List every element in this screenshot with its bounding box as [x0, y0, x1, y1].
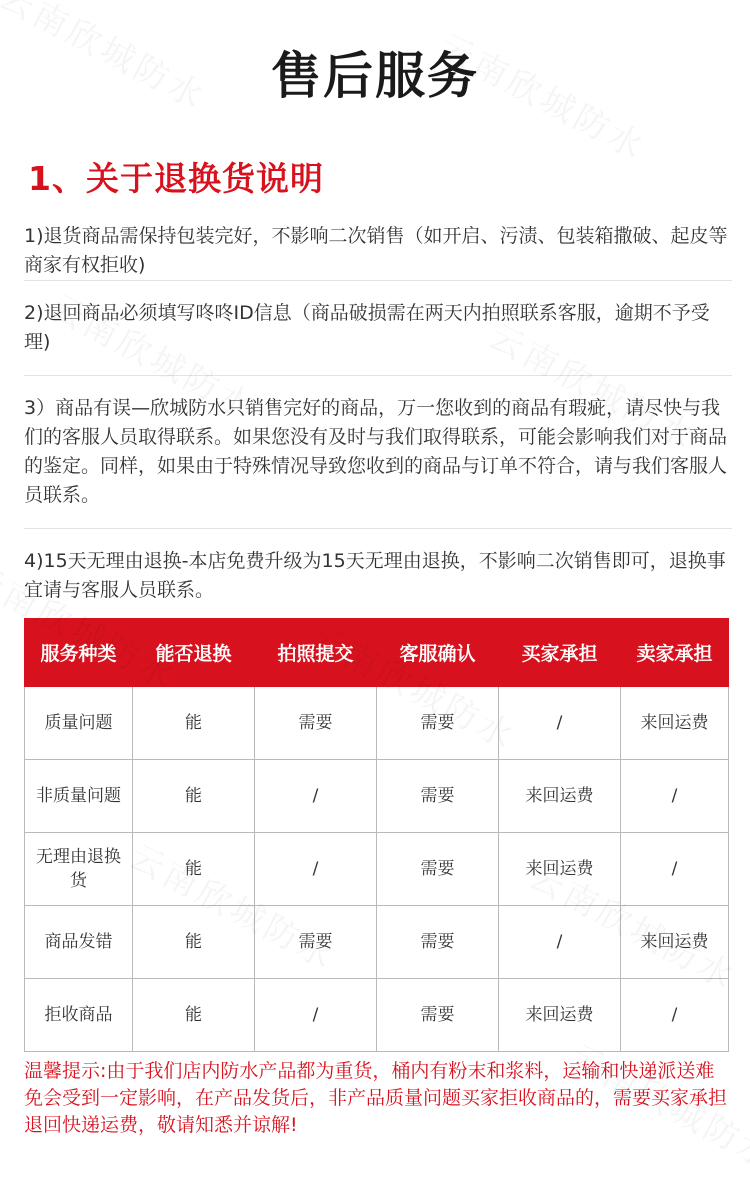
column-header: 服务种类: [25, 619, 133, 687]
warm-tip: 温馨提示:由于我们店内防水产品都为重货，桶内有粉末和浆料，运输和快递派送难免会受到一定影响，在产品发货后，非产品质量问题买家拒收商品的，需要买家承担退回快递运费，敬请知悉并谅解!: [24, 1060, 728, 1136]
table-cell: 能: [133, 687, 255, 760]
table-cell: 拒收商品: [25, 979, 133, 1052]
table-cell: 需要: [377, 687, 499, 760]
note-item: 3）商品有误—欣城防水只销售完好的商品，万一您收到的商品有瑕疵，请尽快与我们的客服人员取得联系。如果您没有及时与我们取得联系，可能会影响我们对于商品的鉴定。同样，如果由于特殊情况导致您收到的商品与订单不符合，请与我们客服人员联系。: [24, 394, 732, 529]
table-cell: 需要: [377, 833, 499, 906]
note-item: 2)退回商品必须填写咚咚ID信息（商品破损需在两天内拍照联系客服，逾期不予受理): [24, 299, 732, 376]
table-row: [25, 833, 729, 906]
column-header: 拍照提交: [255, 619, 377, 687]
table-row: [25, 687, 729, 760]
table-cell: /: [621, 833, 729, 906]
table-row: [25, 906, 729, 979]
table-cell: 来回运费: [621, 687, 729, 760]
table-cell: 来回运费: [499, 833, 621, 906]
return-notes: [24, 222, 732, 641]
table-cell: 需要: [377, 906, 499, 979]
table-cell: 来回运费: [499, 979, 621, 1052]
table-cell: 需要: [255, 687, 377, 760]
table-cell: 非质量问题: [25, 760, 133, 833]
table-cell: /: [499, 687, 621, 760]
table-cell: 无理由退换货: [25, 833, 133, 906]
table-cell: 来回运费: [499, 760, 621, 833]
table-cell: 商品发错: [25, 906, 133, 979]
page-title: 售后服务: [271, 47, 479, 105]
table-cell: /: [621, 979, 729, 1052]
table-cell: 能: [133, 760, 255, 833]
table-header-row: [25, 619, 729, 687]
table-cell: 需要: [377, 979, 499, 1052]
table-cell: /: [621, 760, 729, 833]
table-cell: 质量问题: [25, 687, 133, 760]
column-header: 买家承担: [499, 619, 621, 687]
table-cell: 能: [133, 906, 255, 979]
service-table: [24, 618, 729, 1052]
table-cell: /: [499, 906, 621, 979]
table-row: [25, 760, 729, 833]
table-cell: /: [255, 833, 377, 906]
table-cell: 能: [133, 833, 255, 906]
section-heading: 1、关于退换货说明: [28, 159, 324, 198]
table-cell: 需要: [255, 906, 377, 979]
note-item: 4)15天无理由退换-本店免费升级为15天无理由退换，不影响二次销售即可，退换事宜请与客服人员联系。: [24, 550, 726, 601]
note-item: 1)退货商品需保持包装完好，不影响二次销售（如开启、污渍、包装箱撒破、起皮等商家有权拒收): [24, 222, 732, 281]
column-header: 客服确认: [377, 619, 499, 687]
table-cell: /: [255, 979, 377, 1052]
table-cell: 能: [133, 979, 255, 1052]
table-cell: 来回运费: [621, 906, 729, 979]
table-cell: /: [255, 760, 377, 833]
column-header: 卖家承担: [621, 619, 729, 687]
column-header: 能否退换: [133, 619, 255, 687]
table-cell: 需要: [377, 760, 499, 833]
table-row: [25, 979, 729, 1052]
